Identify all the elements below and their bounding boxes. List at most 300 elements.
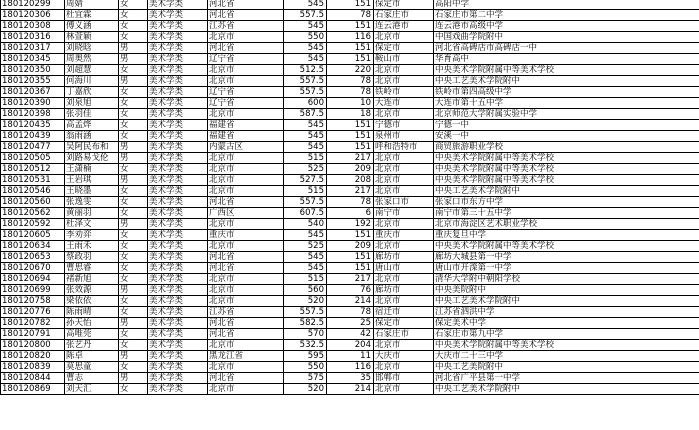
city-cell: 北京市 [374, 164, 434, 175]
city-cell: 南宁市 [374, 208, 434, 219]
rank-cell: 42 [327, 329, 374, 340]
score-cell: 557.5 [284, 76, 327, 87]
name-cell: 翁雨涵 [65, 131, 119, 142]
rank-cell: 217 [327, 153, 374, 164]
applicant-id-cell: 180120306 [1, 10, 65, 21]
category-cell: 美术学类 [148, 76, 208, 87]
score-cell: 575 [284, 373, 327, 384]
gender-cell: 男 [119, 43, 148, 54]
gender-cell: 女 [119, 384, 148, 395]
score-cell: 545 [284, 120, 327, 131]
province-cell: 北京市 [208, 296, 284, 307]
applicant-id-cell: 180120398 [1, 109, 65, 120]
gender-cell: 男 [119, 76, 148, 87]
city-cell: 张家口市 [374, 197, 434, 208]
gender-cell: 女 [119, 230, 148, 241]
school-cell: 清华大学附中朝阳学校 [434, 274, 699, 285]
school-cell: 大庆市二十三中学 [434, 351, 699, 362]
city-cell: 保定市 [374, 318, 434, 329]
rank-cell: 25 [327, 318, 374, 329]
score-cell: 595 [284, 351, 327, 362]
rank-cell: 35 [327, 373, 374, 384]
applicant-id-cell: 180120791 [1, 329, 65, 340]
applicant-id-cell: 180120653 [1, 252, 65, 263]
table-row [1, 98, 699, 109]
city-cell: 北京市 [374, 186, 434, 197]
city-cell: 廊坊市 [374, 252, 434, 263]
school-cell: 南宁市第三十五中学 [434, 208, 699, 219]
gender-cell: 男 [119, 318, 148, 329]
school-cell: 中国戏曲学院附中 [434, 32, 699, 43]
city-cell: 北京市 [374, 241, 434, 252]
category-cell: 美术学类 [148, 208, 208, 219]
category-cell: 美术学类 [148, 65, 208, 76]
name-cell: 张羽佳 [65, 109, 119, 120]
name-cell: 王岩琪 [65, 175, 119, 186]
score-cell: 557.5 [284, 197, 327, 208]
rank-cell: 151 [327, 131, 374, 142]
table-row [1, 263, 699, 274]
name-cell: 刘路易戈伦 [65, 153, 119, 164]
rank-cell: 18 [327, 109, 374, 120]
rank-cell: 151 [327, 263, 374, 274]
score-cell: 545 [284, 263, 327, 274]
applicant-id-cell: 180120390 [1, 98, 65, 109]
category-cell: 美术学类 [148, 197, 208, 208]
table-row [1, 131, 699, 142]
province-cell: 广西区 [208, 208, 284, 219]
name-cell: 杜泽文 [65, 219, 119, 230]
category-cell: 美术学类 [148, 32, 208, 43]
province-cell: 河北省 [208, 373, 284, 384]
school-cell: 中央美术学院附属中等美术学校 [434, 164, 699, 175]
rank-cell: 151 [327, 142, 374, 153]
gender-cell: 女 [119, 274, 148, 285]
table-row [1, 362, 699, 373]
name-cell: 陈卓 [65, 351, 119, 362]
province-cell: 福建省 [208, 131, 284, 142]
city-cell: 保定市 [374, 0, 434, 10]
score-cell: 512.5 [284, 65, 327, 76]
name-cell: 王潇楠 [65, 164, 119, 175]
city-cell: 北京市 [374, 274, 434, 285]
gender-cell: 女 [119, 197, 148, 208]
school-cell: 中央美术学院附属中等美术学校 [434, 340, 699, 351]
province-cell: 辽宁省 [208, 54, 284, 65]
table-row [1, 142, 699, 153]
province-cell: 河北省 [208, 43, 284, 54]
applicant-id-cell: 180120699 [1, 285, 65, 296]
score-cell: 520 [284, 384, 327, 395]
name-cell: 丁嘉欣 [65, 87, 119, 98]
name-cell: 周婧 [65, 0, 119, 10]
applicant-id-cell: 180120560 [1, 197, 65, 208]
rank-cell: 214 [327, 296, 374, 307]
category-cell: 美术学类 [148, 43, 208, 54]
school-cell: 中央工艺美院附中 [434, 362, 699, 373]
gender-cell: 女 [119, 241, 148, 252]
city-cell: 呼和浩特市 [374, 142, 434, 153]
gender-cell: 女 [119, 0, 148, 10]
school-cell: 商贸旅游职业学校 [434, 142, 699, 153]
table-row [1, 164, 699, 175]
table-row [1, 384, 699, 395]
province-cell: 北京市 [208, 32, 284, 43]
province-cell: 北京市 [208, 340, 284, 351]
category-cell: 美术学类 [148, 10, 208, 21]
rank-cell: 217 [327, 186, 374, 197]
table-row [1, 351, 699, 362]
table-row [1, 307, 699, 318]
gender-cell: 男 [119, 219, 148, 230]
applicant-id-cell: 180120505 [1, 153, 65, 164]
school-cell: 保定美术中学 [434, 318, 699, 329]
rank-cell: 78 [327, 197, 374, 208]
rank-cell: 76 [327, 285, 374, 296]
score-cell: 545 [284, 54, 327, 65]
score-cell: 525 [284, 241, 327, 252]
score-cell: 550 [284, 32, 327, 43]
city-cell: 大连市 [374, 98, 434, 109]
score-cell: 570 [284, 329, 327, 340]
score-cell: 515 [284, 274, 327, 285]
province-cell: 北京市 [208, 384, 284, 395]
rank-cell: 6 [327, 208, 374, 219]
applicant-id-cell: 180120634 [1, 241, 65, 252]
gender-cell: 男 [119, 142, 148, 153]
gender-cell: 女 [119, 32, 148, 43]
category-cell: 美术学类 [148, 329, 208, 340]
city-cell: 保定市 [374, 43, 434, 54]
gender-cell: 男 [119, 351, 148, 362]
province-cell: 河北省 [208, 252, 284, 263]
school-cell: 中央美院附中 [434, 285, 699, 296]
province-cell: 北京市 [208, 362, 284, 373]
city-cell: 宁德市 [374, 120, 434, 131]
score-cell: 527.5 [284, 175, 327, 186]
applicant-id-cell: 180120345 [1, 54, 65, 65]
city-cell: 宿迁市 [374, 307, 434, 318]
rank-cell: 78 [327, 76, 374, 87]
applicant-id-cell: 180120592 [1, 219, 65, 230]
table-row [1, 43, 699, 54]
school-cell: 华育高中 [434, 54, 699, 65]
school-cell: 宁德一中 [434, 120, 699, 131]
applicant-id-cell: 180120512 [1, 164, 65, 175]
city-cell: 北京市 [374, 362, 434, 373]
gender-cell: 女 [119, 362, 148, 373]
gender-cell: 男 [119, 153, 148, 164]
province-cell: 河北省 [208, 10, 284, 21]
table-row [1, 274, 699, 285]
table-row [1, 318, 699, 329]
school-cell: 中央美术学院附属中等美术学校 [434, 175, 699, 186]
score-cell: 550 [284, 362, 327, 373]
applicant-id-cell: 180120355 [1, 76, 65, 87]
category-cell: 美术学类 [148, 98, 208, 109]
applicant-id-cell: 180120869 [1, 384, 65, 395]
table-row [1, 197, 699, 208]
score-cell: 557.5 [284, 87, 327, 98]
table-row [1, 109, 699, 120]
rank-cell: 78 [327, 307, 374, 318]
category-cell: 美术学类 [148, 373, 208, 384]
name-cell: 王雨禾 [65, 241, 119, 252]
school-cell: 河北省高碑店市高碑店一中 [434, 43, 699, 54]
table-row [1, 285, 699, 296]
applicant-id-cell: 180120800 [1, 340, 65, 351]
school-cell: 安溪一中 [434, 131, 699, 142]
city-cell: 大庆市 [374, 351, 434, 362]
province-cell: 辽宁省 [208, 87, 284, 98]
applicant-id-cell: 180120776 [1, 307, 65, 318]
school-cell: 石家庄市第九中学 [434, 329, 699, 340]
category-cell: 美术学类 [148, 241, 208, 252]
province-cell: 河北省 [208, 0, 284, 10]
rank-cell: 116 [327, 362, 374, 373]
rank-cell: 151 [327, 21, 374, 32]
category-cell: 美术学类 [148, 274, 208, 285]
category-cell: 美术学类 [148, 219, 208, 230]
applicant-id-cell: 180120350 [1, 65, 65, 76]
applicant-id-cell: 180120670 [1, 263, 65, 274]
rank-cell: 220 [327, 65, 374, 76]
school-cell: 河北省广平县第一中学 [434, 373, 699, 384]
gender-cell: 女 [119, 340, 148, 351]
gender-cell: 女 [119, 296, 148, 307]
province-cell: 辽宁省 [208, 98, 284, 109]
category-cell: 美术学类 [148, 362, 208, 373]
applicant-id-cell: 180120839 [1, 362, 65, 373]
school-cell: 连云港市高级中学 [434, 21, 699, 32]
city-cell: 北京市 [374, 76, 434, 87]
category-cell: 美术学类 [148, 131, 208, 142]
rank-cell: 151 [327, 120, 374, 131]
score-cell: 545 [284, 43, 327, 54]
city-cell: 唐山市 [374, 263, 434, 274]
category-cell: 美术学类 [148, 384, 208, 395]
category-cell: 美术学类 [148, 340, 208, 351]
category-cell: 美术学类 [148, 186, 208, 197]
school-cell: 张家口市东方中学 [434, 197, 699, 208]
school-cell: 中央工艺美术学院附中 [434, 76, 699, 87]
province-cell: 江苏省 [208, 307, 284, 318]
score-cell: 582.5 [284, 318, 327, 329]
name-cell: 蔡政羽 [65, 252, 119, 263]
score-cell: 532.5 [284, 340, 327, 351]
category-cell: 美术学类 [148, 351, 208, 362]
name-cell: 莫思童 [65, 362, 119, 373]
rank-cell: 10 [327, 98, 374, 109]
table-row [1, 296, 699, 307]
city-cell: 北京市 [374, 340, 434, 351]
score-cell: 587.5 [284, 109, 327, 120]
name-cell: 林萱颖 [65, 32, 119, 43]
rank-cell: 151 [327, 252, 374, 263]
table-row [1, 87, 699, 98]
applicant-id-cell: 180120844 [1, 373, 65, 384]
table-row [1, 219, 699, 230]
city-cell: 石家庄市 [374, 329, 434, 340]
school-cell: 中央美术学院附属中等美术学校 [434, 153, 699, 164]
score-cell: 600 [284, 98, 327, 109]
school-cell: 石家庄市第二中学 [434, 10, 699, 21]
applicant-id-cell: 180120758 [1, 296, 65, 307]
school-cell: 中央工艺美术学院附中 [434, 296, 699, 307]
name-cell: 陈雨晴 [65, 307, 119, 318]
table-row [1, 76, 699, 87]
name-cell: 李劝弈 [65, 230, 119, 241]
score-cell: 540 [284, 219, 327, 230]
table-body [1, 0, 699, 395]
category-cell: 美术学类 [148, 307, 208, 318]
rank-cell: 217 [327, 274, 374, 285]
rank-cell: 204 [327, 340, 374, 351]
name-cell: 褚新旭 [65, 274, 119, 285]
name-cell: 王晓墨 [65, 186, 119, 197]
gender-cell: 女 [119, 131, 148, 142]
school-cell: 中央美术学院附属中等美术学校 [434, 241, 699, 252]
province-cell: 北京市 [208, 153, 284, 164]
table-row [1, 329, 699, 340]
applicant-id-cell: 180120562 [1, 208, 65, 219]
province-cell: 北京市 [208, 186, 284, 197]
province-cell: 北京市 [208, 219, 284, 230]
applicant-id-cell: 180120782 [1, 318, 65, 329]
school-cell: 中央工艺美术学院附中 [434, 384, 699, 395]
rank-cell: 151 [327, 54, 374, 65]
score-cell: 557.5 [284, 307, 327, 318]
applicant-id-cell: 180120316 [1, 32, 65, 43]
category-cell: 美术学类 [148, 230, 208, 241]
province-cell: 江苏省 [208, 21, 284, 32]
gender-cell: 女 [119, 252, 148, 263]
score-cell: 515 [284, 186, 327, 197]
school-cell: 北京师范大学附属实验中学 [434, 109, 699, 120]
province-cell: 河北省 [208, 197, 284, 208]
city-cell: 重庆市 [374, 230, 434, 241]
province-cell: 北京市 [208, 274, 284, 285]
gender-cell: 女 [119, 164, 148, 175]
city-cell: 北京市 [374, 65, 434, 76]
province-cell: 北京市 [208, 65, 284, 76]
name-cell: 高唯莞 [65, 329, 119, 340]
category-cell: 美术学类 [148, 164, 208, 175]
table-row [1, 0, 699, 10]
category-cell: 美术学类 [148, 109, 208, 120]
gender-cell: 女 [119, 109, 148, 120]
gender-cell: 女 [119, 65, 148, 76]
province-cell: 北京市 [208, 175, 284, 186]
city-cell: 北京市 [374, 175, 434, 186]
city-cell: 北京市 [374, 219, 434, 230]
applicant-id-cell: 180120694 [1, 274, 65, 285]
city-cell: 铁岭市 [374, 87, 434, 98]
name-cell: 张逸雯 [65, 197, 119, 208]
gender-cell: 男 [119, 373, 148, 384]
rank-cell: 151 [327, 230, 374, 241]
score-cell: 545 [284, 131, 327, 142]
score-cell: 545 [284, 230, 327, 241]
city-cell: 北京市 [374, 109, 434, 120]
rank-cell: 11 [327, 351, 374, 362]
category-cell: 美术学类 [148, 54, 208, 65]
name-cell: 黄丽羽 [65, 208, 119, 219]
applicant-id-cell: 180120439 [1, 131, 65, 142]
school-cell: 廊坊大城县第一中学 [434, 252, 699, 263]
rank-cell: 208 [327, 175, 374, 186]
rank-cell: 78 [327, 87, 374, 98]
table-row [1, 10, 699, 21]
province-cell: 北京市 [208, 109, 284, 120]
province-cell: 黑龙江省 [208, 351, 284, 362]
gender-cell: 女 [119, 307, 148, 318]
table-row [1, 241, 699, 252]
table-row [1, 21, 699, 32]
category-cell: 美术学类 [148, 296, 208, 307]
province-cell: 河北省 [208, 318, 284, 329]
name-cell: 刘泉旭 [65, 98, 119, 109]
gender-cell: 女 [119, 120, 148, 131]
category-cell: 美术学类 [148, 21, 208, 32]
applicant-id-cell: 180120546 [1, 186, 65, 197]
province-cell: 北京市 [208, 285, 284, 296]
name-cell: 刘晓晗 [65, 43, 119, 54]
score-cell: 515 [284, 153, 327, 164]
applicant-id-cell: 180120435 [1, 120, 65, 131]
category-cell: 美术学类 [148, 175, 208, 186]
table-row [1, 175, 699, 186]
province-cell: 内蒙古区 [208, 142, 284, 153]
rank-cell: 78 [327, 10, 374, 21]
school-cell: 高阳中学 [434, 0, 699, 10]
table-row [1, 65, 699, 76]
gender-cell: 女 [119, 186, 148, 197]
rank-cell: 214 [327, 384, 374, 395]
school-cell: 江苏省泗洪中学 [434, 307, 699, 318]
table-row [1, 373, 699, 384]
score-cell: 560 [284, 285, 327, 296]
table-row [1, 120, 699, 131]
category-cell: 美术学类 [148, 252, 208, 263]
name-cell: 张艺丹 [65, 340, 119, 351]
gender-cell: 女 [119, 87, 148, 98]
school-cell: 中央美术学院附属中等美术学校 [434, 65, 699, 76]
gender-cell: 女 [119, 329, 148, 340]
province-cell: 福建省 [208, 120, 284, 131]
applicant-id-cell: 180120317 [1, 43, 65, 54]
score-cell: 520 [284, 296, 327, 307]
applicant-id-cell: 180120367 [1, 87, 65, 98]
gender-cell: 女 [119, 263, 148, 274]
rank-cell: 209 [327, 164, 374, 175]
rank-cell: 151 [327, 0, 374, 10]
name-cell: 刘天汇 [65, 384, 119, 395]
table-row [1, 230, 699, 241]
school-cell: 唐山市开滦第一中学 [434, 263, 699, 274]
table-row [1, 54, 699, 65]
name-cell: 张效源 [65, 285, 119, 296]
score-cell: 545 [284, 0, 327, 10]
category-cell: 美术学类 [148, 263, 208, 274]
city-cell: 北京市 [374, 296, 434, 307]
city-cell: 北京市 [374, 32, 434, 43]
applicant-id-cell: 180120308 [1, 21, 65, 32]
city-cell: 北京市 [374, 153, 434, 164]
province-cell: 北京市 [208, 164, 284, 175]
category-cell: 美术学类 [148, 153, 208, 164]
score-cell: 525 [284, 164, 327, 175]
